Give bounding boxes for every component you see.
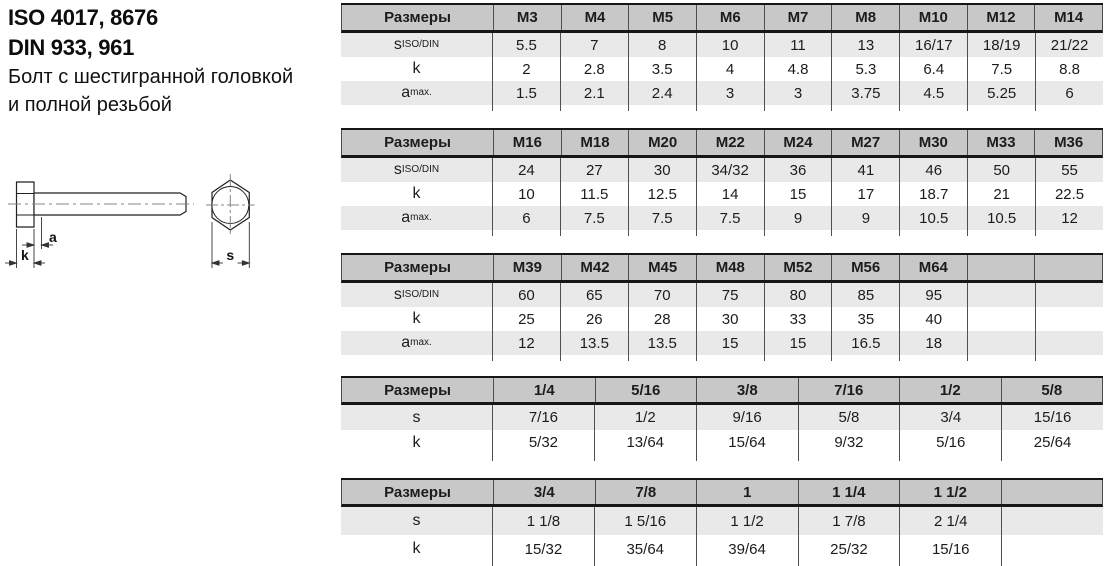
cell: 4.8 xyxy=(764,57,832,81)
stub-cell xyxy=(560,105,628,111)
table-row xyxy=(341,33,1103,57)
cell: 1 1/8 xyxy=(492,507,594,535)
cell: 26 xyxy=(560,307,628,331)
stub-cell xyxy=(492,355,560,361)
stub-cell xyxy=(560,230,628,236)
cell: 70 xyxy=(628,283,696,307)
cell: 80 xyxy=(764,283,832,307)
stub-cell xyxy=(831,105,899,111)
cell: 30 xyxy=(628,158,696,182)
cell: 41 xyxy=(831,158,899,182)
column-header: M27 xyxy=(831,130,899,155)
cell: 27 xyxy=(560,158,628,182)
cell: 85 xyxy=(831,283,899,307)
cell: 40 xyxy=(899,307,967,331)
table-header-row xyxy=(341,130,1103,158)
cell: 7.5 xyxy=(967,57,1035,81)
cell: 7 xyxy=(560,33,628,57)
column-header: M8 xyxy=(831,5,899,30)
stub-cell xyxy=(967,355,1035,361)
row-label: a max. xyxy=(401,209,432,226)
column-header: M6 xyxy=(696,5,764,30)
column-header: M5 xyxy=(628,5,696,30)
stub-cell xyxy=(341,230,492,236)
table-row xyxy=(341,307,1103,331)
table-row xyxy=(341,182,1103,206)
row-label: s ISO/DIN xyxy=(393,161,440,178)
column-header: M33 xyxy=(967,130,1035,155)
stub-cell xyxy=(696,105,764,111)
table-row xyxy=(341,405,1103,430)
cell: 15 xyxy=(696,331,764,355)
cell: 35/64 xyxy=(594,535,696,563)
stub-cell xyxy=(341,455,492,461)
cell: 30 xyxy=(696,307,764,331)
cell: 33 xyxy=(764,307,832,331)
table-row xyxy=(341,206,1103,230)
cell: 39/64 xyxy=(696,535,798,563)
cell: 35 xyxy=(831,307,899,331)
stub-cell xyxy=(967,105,1035,111)
cell: 11.5 xyxy=(560,182,628,206)
stub-cell xyxy=(696,355,764,361)
cell: 6 xyxy=(1035,81,1103,105)
column-header: M3 xyxy=(493,5,561,30)
cell: 6.4 xyxy=(899,57,967,81)
row-label: s ISO/DIN xyxy=(393,286,440,303)
row-label-header: Размеры xyxy=(384,9,451,26)
description-line-1: Болт с шестигранной головкой xyxy=(8,66,294,88)
column-header: 1/2 xyxy=(899,378,1001,402)
cell: 65 xyxy=(560,283,628,307)
cell: 16/17 xyxy=(899,33,967,57)
cell: 7/16 xyxy=(492,405,594,430)
cell: 1 5/16 xyxy=(594,507,696,535)
title-block xyxy=(8,3,293,119)
cell: 21 xyxy=(967,182,1035,206)
cell: 10.5 xyxy=(899,206,967,230)
table-inch-quarter-to-5-8 xyxy=(341,376,1103,461)
column-header: 1 1/2 xyxy=(899,480,1001,504)
column-header: 1 1/4 xyxy=(798,480,900,504)
stub-cell xyxy=(696,455,798,461)
cell: 15/64 xyxy=(696,430,798,455)
cell: 15/16 xyxy=(899,535,1001,563)
dimension-label-a: a xyxy=(49,229,57,245)
stub-cell xyxy=(1035,355,1103,361)
cell: 16.5 xyxy=(831,331,899,355)
stub-cell xyxy=(594,455,696,461)
column-header: M36 xyxy=(1034,130,1102,155)
stub-cell xyxy=(628,230,696,236)
table-metric-m39-m64 xyxy=(341,253,1103,361)
cell: 11 xyxy=(764,33,832,57)
cell: 55 xyxy=(1035,158,1103,182)
row-label: s xyxy=(412,408,421,426)
cell: 2.1 xyxy=(560,81,628,105)
cell: 7.5 xyxy=(628,206,696,230)
cell: 3/4 xyxy=(899,405,1001,430)
cell: 34/32 xyxy=(696,158,764,182)
column-header: M18 xyxy=(561,130,629,155)
standard-iso: ISO 4017, 8676 xyxy=(8,5,158,30)
cell: 14 xyxy=(696,182,764,206)
cell: 50 xyxy=(967,158,1035,182)
cell: 5.5 xyxy=(492,33,560,57)
cell: 5/8 xyxy=(798,405,900,430)
table-row xyxy=(341,81,1103,105)
stub-cell xyxy=(899,455,1001,461)
table-header-row xyxy=(341,5,1103,33)
column-header xyxy=(1001,480,1103,504)
row-label-header: Размеры xyxy=(384,483,451,501)
cell: 2.8 xyxy=(560,57,628,81)
column-header: M30 xyxy=(899,130,967,155)
cell: 3 xyxy=(764,81,832,105)
cell xyxy=(1001,507,1103,535)
column-header: M45 xyxy=(628,255,696,280)
cell xyxy=(967,307,1035,331)
stub-cell xyxy=(492,455,594,461)
dimension-label-s: s xyxy=(226,247,235,263)
cell: 1.5 xyxy=(492,81,560,105)
row-label: a max. xyxy=(401,84,432,101)
table-header-row xyxy=(341,255,1103,283)
column-header: M4 xyxy=(561,5,629,30)
column-header: M42 xyxy=(561,255,629,280)
row-label: k xyxy=(412,433,421,451)
stub-cell xyxy=(1035,230,1103,236)
column-header: M16 xyxy=(493,130,561,155)
cell: 3 xyxy=(696,81,764,105)
cell: 15/32 xyxy=(492,535,594,563)
column-line-stubs xyxy=(341,105,1103,111)
cell: 8 xyxy=(628,33,696,57)
column-header: 7/16 xyxy=(798,378,900,402)
column-header: M56 xyxy=(831,255,899,280)
stub-cell xyxy=(1035,105,1103,111)
cell: 46 xyxy=(899,158,967,182)
cell: 7.5 xyxy=(696,206,764,230)
cell: 5/16 xyxy=(899,430,1001,455)
cell: 17 xyxy=(831,182,899,206)
column-header: 5/16 xyxy=(595,378,697,402)
cell: 15 xyxy=(764,331,832,355)
stub-cell xyxy=(967,230,1035,236)
row-label: s ISO/DIN xyxy=(393,36,440,53)
cell: 13.5 xyxy=(628,331,696,355)
cell: 24 xyxy=(492,158,560,182)
stub-cell xyxy=(764,230,832,236)
cell: 12 xyxy=(492,331,560,355)
column-line-stubs xyxy=(341,455,1103,461)
stub-cell xyxy=(560,355,628,361)
column-header: M22 xyxy=(696,130,764,155)
row-label: k xyxy=(412,185,421,202)
column-header: M14 xyxy=(1034,5,1102,30)
row-label: k xyxy=(412,310,421,327)
row-label-header: Размеры xyxy=(384,134,451,151)
table-metric-m3-m14 xyxy=(341,3,1103,111)
cell: 21/22 xyxy=(1035,33,1103,57)
cell: 9/16 xyxy=(696,405,798,430)
cell: 9/32 xyxy=(798,430,900,455)
column-header: 1/4 xyxy=(493,378,595,402)
row-label: k xyxy=(412,540,421,557)
column-header: 3/4 xyxy=(493,480,595,504)
table-row xyxy=(341,283,1103,307)
stub-cell xyxy=(899,230,967,236)
stub-cell xyxy=(341,105,492,111)
cell: 15 xyxy=(764,182,832,206)
cell: 36 xyxy=(764,158,832,182)
cell: 18/19 xyxy=(967,33,1035,57)
table-row xyxy=(341,430,1103,455)
stub-cell xyxy=(492,105,560,111)
cell: 12 xyxy=(1035,206,1103,230)
stub-cell xyxy=(341,355,492,361)
column-header: M64 xyxy=(899,255,967,280)
table-row xyxy=(341,535,1103,563)
cell: 4 xyxy=(696,57,764,81)
cell xyxy=(1001,535,1103,563)
cell xyxy=(967,331,1035,355)
table-row xyxy=(341,507,1103,535)
cell: 13 xyxy=(831,33,899,57)
cell: 28 xyxy=(628,307,696,331)
stub-cell xyxy=(696,230,764,236)
row-label: a max. xyxy=(401,334,432,351)
cell: 10 xyxy=(696,33,764,57)
cell: 5.3 xyxy=(831,57,899,81)
cell xyxy=(1035,331,1103,355)
bolt-technical-drawing xyxy=(2,168,272,286)
cell: 5.25 xyxy=(967,81,1035,105)
column-header: M48 xyxy=(696,255,764,280)
cell: 25/64 xyxy=(1001,430,1103,455)
cell: 3.75 xyxy=(831,81,899,105)
cell: 25 xyxy=(492,307,560,331)
dimension-label-k: k xyxy=(21,247,29,263)
bolt-head-end-view xyxy=(206,174,255,236)
stub-cell xyxy=(831,230,899,236)
cell: 25/32 xyxy=(798,535,900,563)
cell: 18.7 xyxy=(899,182,967,206)
stub-cell xyxy=(628,355,696,361)
row-label: s xyxy=(412,512,421,529)
cell: 2 xyxy=(492,57,560,81)
cell: 13/64 xyxy=(594,430,696,455)
cell: 15/16 xyxy=(1001,405,1103,430)
cell: 12.5 xyxy=(628,182,696,206)
stub-cell xyxy=(1001,455,1103,461)
table-header-row xyxy=(341,378,1103,405)
column-header: M10 xyxy=(899,5,967,30)
cell: 18 xyxy=(899,331,967,355)
cell: 9 xyxy=(831,206,899,230)
stub-cell xyxy=(628,105,696,111)
cell: 4.5 xyxy=(899,81,967,105)
cell: 1 1/2 xyxy=(696,507,798,535)
standard-din: DIN 933, 961 xyxy=(8,35,135,60)
cell: 13.5 xyxy=(560,331,628,355)
table-header-row xyxy=(341,480,1103,507)
column-header: M12 xyxy=(967,5,1035,30)
table-metric-m16-m36 xyxy=(341,128,1103,236)
stub-cell xyxy=(831,355,899,361)
cell: 1 7/8 xyxy=(798,507,900,535)
cell: 5/32 xyxy=(492,430,594,455)
cell: 8.8 xyxy=(1035,57,1103,81)
column-header: M20 xyxy=(628,130,696,155)
cell: 95 xyxy=(899,283,967,307)
column-line-stubs xyxy=(341,230,1103,236)
cell: 22.5 xyxy=(1035,182,1103,206)
table-row xyxy=(341,158,1103,182)
row-label: k xyxy=(412,60,421,77)
cell: 10 xyxy=(492,182,560,206)
column-header: M24 xyxy=(764,130,832,155)
stub-cell xyxy=(899,105,967,111)
stub-cell xyxy=(798,455,900,461)
column-header xyxy=(967,255,1035,280)
description-line-2: и полной резьбой xyxy=(8,94,172,116)
cell: 1/2 xyxy=(594,405,696,430)
column-header: 3/8 xyxy=(696,378,798,402)
cell: 3.5 xyxy=(628,57,696,81)
cell: 10.5 xyxy=(967,206,1035,230)
cell: 60 xyxy=(492,283,560,307)
column-header: 7/8 xyxy=(595,480,697,504)
cell xyxy=(967,283,1035,307)
stub-cell xyxy=(492,230,560,236)
cell: 2.4 xyxy=(628,81,696,105)
cell: 6 xyxy=(492,206,560,230)
stub-cell xyxy=(764,105,832,111)
table-inch-3-4-to-1-1-2 xyxy=(341,478,1103,566)
stub-cell xyxy=(764,355,832,361)
column-header: M52 xyxy=(764,255,832,280)
cell: 2 1/4 xyxy=(899,507,1001,535)
column-header: 5/8 xyxy=(1001,378,1103,402)
stub-cell xyxy=(899,355,967,361)
row-label-header: Размеры xyxy=(384,259,451,276)
cell: 75 xyxy=(696,283,764,307)
row-label-header: Размеры xyxy=(384,381,451,399)
cell xyxy=(1035,283,1103,307)
cell xyxy=(1035,307,1103,331)
cell: 7.5 xyxy=(560,206,628,230)
bolt-side-view xyxy=(8,182,194,227)
cell: 9 xyxy=(764,206,832,230)
table-row xyxy=(341,57,1103,81)
column-header: M7 xyxy=(764,5,832,30)
column-header: 1 xyxy=(696,480,798,504)
column-header xyxy=(1034,255,1102,280)
column-line-stubs xyxy=(341,355,1103,361)
table-row xyxy=(341,331,1103,355)
column-header: M39 xyxy=(493,255,561,280)
